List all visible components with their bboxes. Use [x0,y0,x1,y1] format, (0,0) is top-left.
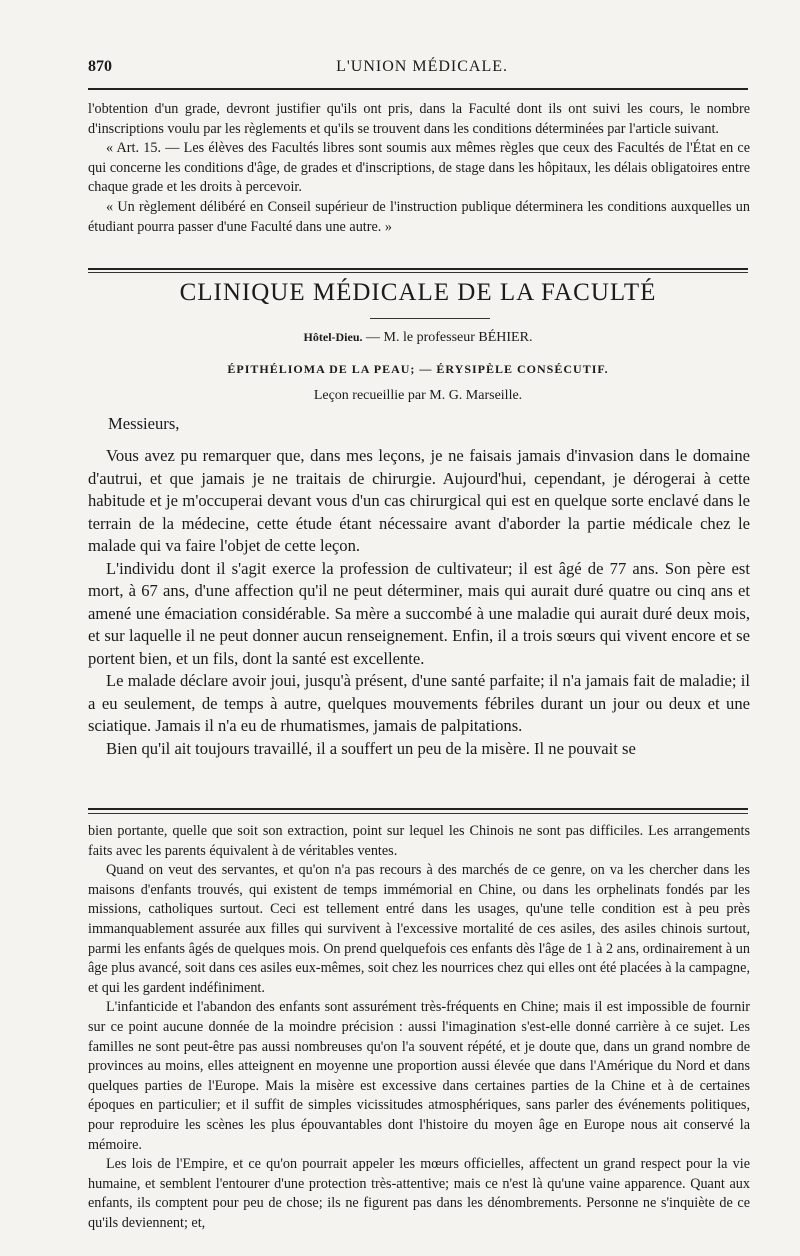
paragraph: « Art. 15. — Les élèves des Facultés libres sont soumis aux mêmes règles que ceux des Facultés de l'État en ce qui concerne les conditions d'âge, de grades et d'inscriptions, de stage dans les hôpitaux, les délais obligatoires entre chaque grade et les droits à percevoir. [88,140,750,196]
section-rule-bottom-thin [88,813,748,814]
paragraph: Les lois de l'Empire, et ce qu'on pourrait appeler les mœurs officielles, affectent un grand respect pour la vie humaine, et semblent l'entourer d'une protection très-attentive; mais ce n'est là qu'une vaine apparence. Quant aux enfants, ils comptent pour peu de chose; ils ne figurent pas dans les dénombrements. Personne ne s'inquiète de ce qu'ils deviennent; et, [88,1156,750,1231]
lecture-credit: Leçon recueillie par M. G. Marseille. [313,388,523,403]
bottom-article [88,822,750,1233]
hospital-line [88,330,748,346]
lecture-body [88,445,750,760]
header-rule [88,88,748,90]
paragraph: Quand on veut des servantes, et qu'on n'a pas recours à des marchés de ce genre, on va les chercher dans les maisons d'enfants trouvés, qui existent de temps immémorial en Chine, ou dans les orphelinats fondés par les missions, catholiques surtout. Ceci est tellement entré dans les usages, qu'une telle condition est à peu près immanquablement assurée aux filles qui survivent à l'excessive mortalité de ces asiles, des asiles chinois surtout, parmi les enfants âgés de quelques mois. On prend quelquefois ces enfants dès l'âge de 1 à 2 ans, ordinairement à un âge plus avancé, soit dans ces asiles eux-mêmes, soit chez les nourrices chez qui elles ont été placées à la campagne, et qui les gardent indéfiniment. [88,862,750,996]
paragraph: l'obtention d'un grade, devront justifier qu'ils ont pris, dans la Faculté dont ils ont suivi les cours, le nombre d'inscriptions voulu par les règlements et qu'ils se trouvent dans les conditions déterminées par l'article suivant. [88,101,750,137]
section-rule-top-thin [88,272,748,273]
top-article-continuation [88,100,750,237]
hospital-name: Hôtel-Dieu. [303,330,363,344]
salutation: Messieurs, [108,414,180,433]
paragraph: bien portante, quelle que soit son extraction, point sur lequel les Chinois ne sont pas difficiles. Les arrangements faits avec les parents équivalent à de véritables ventes. [88,823,750,859]
paragraph: « Un règlement délibéré en Conseil supérieur de l'instruction publique déterminera les conditions auxquelles un étudiant pourra passer d'une Faculté dans une autre. » [88,198,750,235]
paragraph: L'individu dont il s'agit exerce la profession de cultivateur; il est âgé de 77 ans. Son père est mort, à 67 ans, d'une affection qu'il ne peut déterminer, mais qui aurait duré quatre ou cinq ans et amené une émaciation considérable. Sa mère a succombé à une maladie qui aurait duré deux mois, et sur laquelle il ne peut donner aucun renseignement. Enfin, il a trois sœurs qui vivent encore et se portent bien, et un fils, dont la santé est excellente. [88,558,750,668]
section-rule-bottom [88,808,748,810]
section-title: CLINIQUE MÉDICALE DE LA FACULTÉ [179,279,657,306]
paragraph: L'infanticide et l'abandon des enfants sont assurément très-fréquents en Chine; mais il est impossible de fournir sur ce point aucune donnée de la moindre précision : aussi l'imagination s'est-elle donné carrière à ce sujet. Les familles ne sont peut-être pas aussi nombreuses qu'on l'a souvent répété, et je doute que, dans un grand nombre de provinces au moins, elles atteignent en moyenne une proportion aussi élevée que dans l'Amérique du Nord et dans quelques parties de l'Europe. Mais la misère est excessive dans certaines parties de la Chine et à de certaines époques en particulier; et il suffit de simples vicissitudes atmosphériques, sans parler des événements politiques, pour reproduire les scènes les plus épouvantables dont l'histoire du moyen âge en Europe nous ait conservé la mémoire. [88,999,750,1153]
paragraph: Bien qu'il ait toujours travaillé, il a souffert un peu de la misère. Il ne pouvait se [106,738,636,758]
page-header [88,58,748,82]
title-underline [370,318,490,319]
paragraph: Vous avez pu remarquer que, dans mes leçons, je ne faisais jamais d'invasion dans le domaine d'autrui, et que jamais je ne traitais de chirurgie. Aujourd'hui, cependant, je dérogerai à cette habitude et je m'occuperai devant vous d'un cas chirurgical qui est en quelque sorte enclavé dans le terrain de la médecine, cette étude étant nécessaire avant d'aborder la partie médicale chez le malade qui va faire l'objet de cette leçon. [88,446,750,555]
page-number: 870 [88,58,112,75]
lecture-subject: ÉPITHÉLIOMA DE LA PEAU; — ÉRYSIPÈLE CONSÉCUTIF. [227,362,609,376]
section-rule-top [88,268,748,270]
running-head: L'UNION MÉDICALE. [336,58,508,75]
professor-name: — M. le professeur BÉHIER. [366,330,533,345]
paragraph: Le malade déclare avoir joui, jusqu'à présent, d'une santé parfaite; il n'a jamais fait de maladie; il a eu seulement, de temps à autre, quelques mouvements fébriles durant un jour ou deux et une sciatique. Jamais il n'a eu de rhumatismes, jamais de palpitations. [88,671,750,735]
